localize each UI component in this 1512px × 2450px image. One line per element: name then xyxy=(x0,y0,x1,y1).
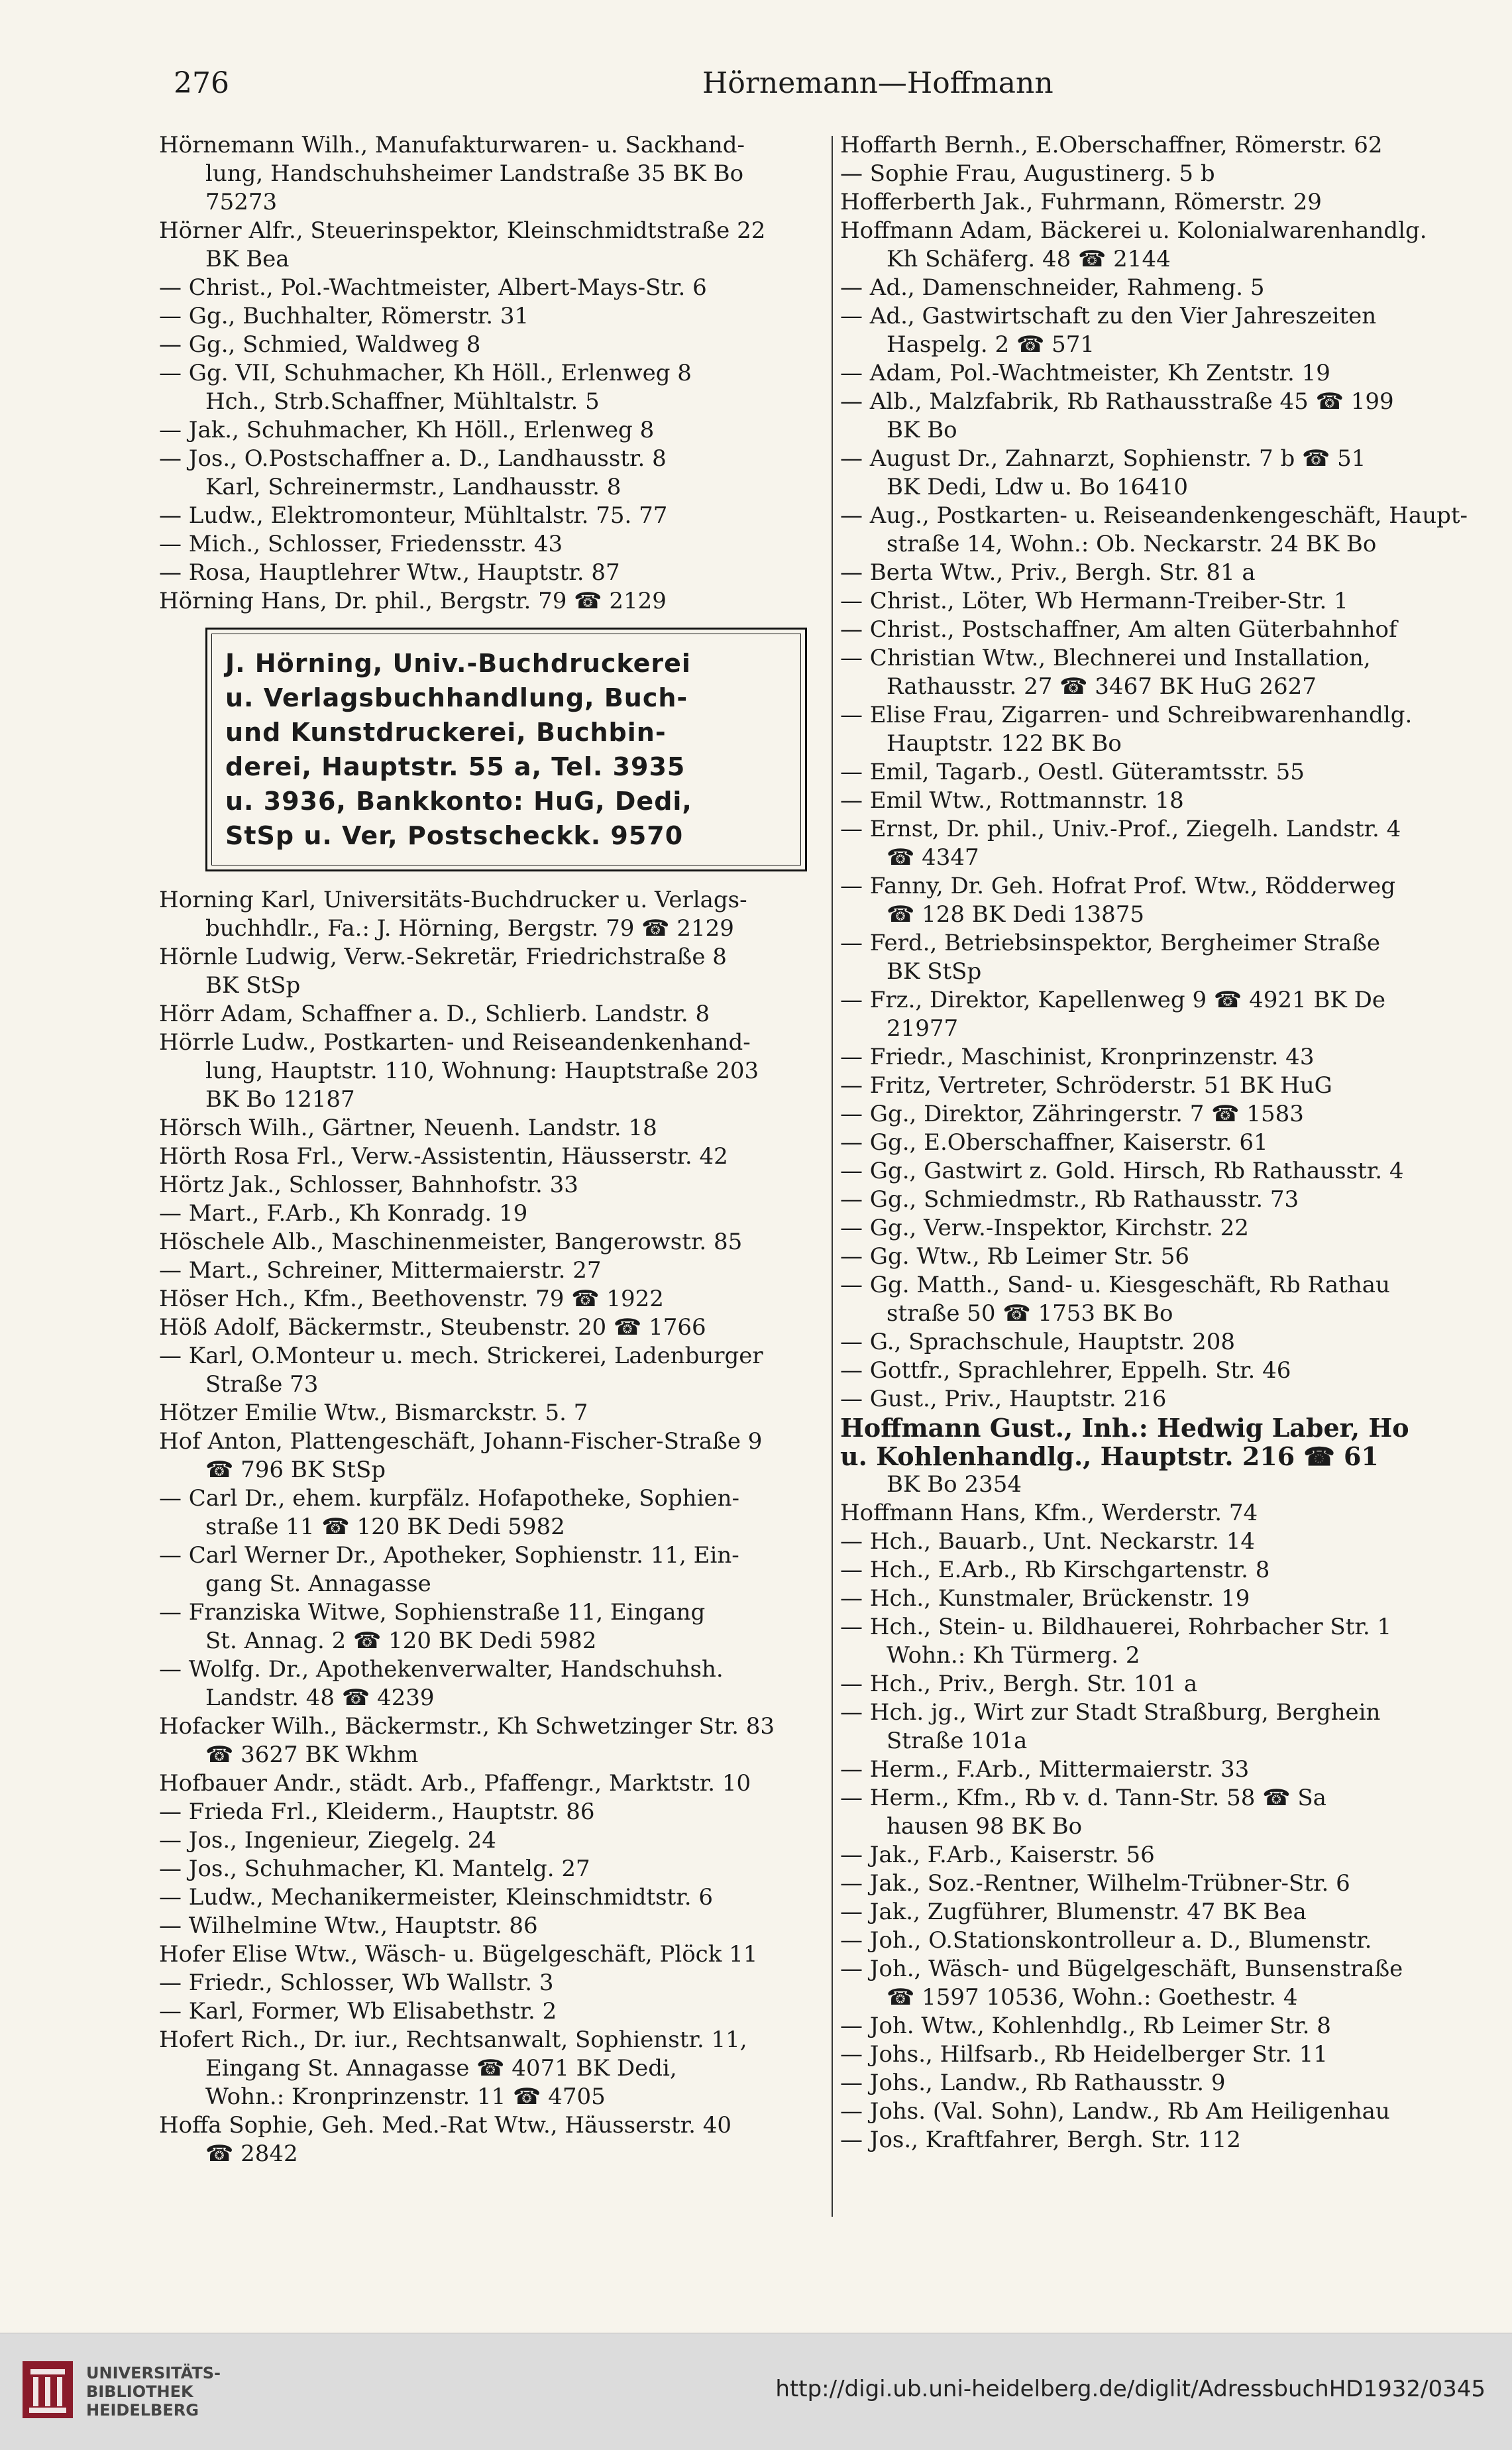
right-entries xyxy=(840,131,1496,1414)
directory-entry: — Ludw., Mechanikermeister, Kleinschmidtstr. 6 xyxy=(159,1884,714,1911)
directory-entry: lung, Handschuhsheimer Landstraße 35 BK Bo xyxy=(205,160,744,187)
directory-entry: — Carl Dr., ehem. kurpfälz. Hofapotheke, Sophien- xyxy=(159,1485,740,1512)
directory-entry: — Emil, Tagarb., Oestl. Güteramtsstr. 55 xyxy=(840,759,1305,785)
left-column xyxy=(159,131,822,2168)
directory-entry: — Hch., Priv., Bergh. Str. 101 a xyxy=(840,1671,1198,1697)
directory-entry: — Mart., Schreiner, Mittermaierstr. 27 xyxy=(159,1257,602,1284)
directory-entry: BK Bo 12187 xyxy=(205,1086,355,1113)
directory-entry: Hörtz Jak., Schlosser, Bahnhofstr. 33 xyxy=(159,1172,578,1198)
directory-entry: — Adam, Pol.-Wachtmeister, Kh Zentstr. 19 xyxy=(840,360,1330,386)
directory-entry: — Gottfr., Sprachlehrer, Eppelh. Str. 46 xyxy=(840,1357,1291,1384)
directory-entry: — Jos., Schuhmacher, Kl. Mantelg. 27 xyxy=(159,1856,590,1882)
directory-entry: Karl, Schreinermstr., Landhausstr. 8 xyxy=(205,474,621,500)
advertisement-text xyxy=(211,634,801,865)
directory-entry: — Karl, O.Monteur u. mech. Strickerei, Ladenburger xyxy=(159,1343,763,1369)
directory-entry: — Mich., Schlosser, Friedensstr. 43 xyxy=(159,531,563,557)
directory-entry: — Gg., Schmied, Waldweg 8 xyxy=(159,331,481,358)
directory-entry: — Sophie Frau, Augustinerg. 5 b xyxy=(840,160,1215,187)
directory-entry: Rathausstr. 27 ☎ 3467 BK HuG 2627 xyxy=(887,673,1317,700)
directory-entry: Hörning Hans, Dr. phil., Bergstr. 79 ☎ 2129 xyxy=(159,588,667,614)
directory-entry: — Hch., Stein- u. Bildhauerei, Rohrbacher Str. 1 xyxy=(840,1614,1392,1640)
printer-advertisement xyxy=(205,628,807,871)
directory-entry: lung, Hauptstr. 110, Wohnung: Hauptstraße 203 xyxy=(205,1058,759,1084)
directory-entry: Hofacker Wilh., Bäckermstr., Kh Schwetzinger Str. 83 xyxy=(159,1713,775,1740)
page-number: 276 xyxy=(174,66,229,100)
advertisement-line: J. Hörning, Univ.-Buchdruckerei xyxy=(225,649,691,678)
footer-bar xyxy=(0,2333,1512,2450)
directory-entry: Hoffmann Adam, Bäckerei u. Kolonialwarenhandlg. xyxy=(840,217,1427,244)
directory-entry: — Jos., O.Postschaffner a. D., Landhausstr. 8 xyxy=(159,445,667,472)
directory-entry: — Gust., Priv., Hauptstr. 216 xyxy=(840,1386,1167,1412)
directory-entry: — Jak., F.Arb., Kaiserstr. 56 xyxy=(840,1842,1155,1868)
directory-entry: Hoffa Sophie, Geh. Med.-Rat Wtw., Häusserstr. 40 xyxy=(159,2112,731,2139)
directory-entry: — Christ., Pol.-Wachtmeister, Albert-Mays-Str. 6 xyxy=(159,274,707,301)
directory-entry: Hofferberth Jak., Fuhrmann, Römerstr. 29 xyxy=(840,189,1322,215)
directory-entry: buchhdlr., Fa.: J. Hörning, Bergstr. 79 ☎ 2129 xyxy=(205,915,734,942)
directory-entry: Hch., Strb.Schaffner, Mühltalstr. 5 xyxy=(205,388,600,415)
directory-entry: ☎ 4347 xyxy=(887,844,979,871)
directory-entry: — Ernst, Dr. phil., Univ.-Prof., Ziegelh. Landstr. 4 xyxy=(840,816,1401,842)
directory-entry: — Friedr., Schlosser, Wb Wallstr. 3 xyxy=(159,1970,554,1996)
directory-entry: Eingang St. Annagasse ☎ 4071 BK Dedi, xyxy=(205,2055,677,2082)
directory-entry: — Herm., F.Arb., Mittermaierstr. 33 xyxy=(840,1756,1250,1783)
directory-entry: — Aug., Postkarten- u. Reiseandenkengeschäft, Haupt- xyxy=(840,502,1468,529)
directory-entry: Straße 101a xyxy=(887,1728,1028,1754)
directory-entry: — Gg. Matth., Sand- u. Kiesgeschäft, Rb Rathau xyxy=(840,1272,1390,1298)
directory-entry: — Ad., Damenschneider, Rahmeng. 5 xyxy=(840,274,1265,301)
advertisement-line: und Kunstdruckerei, Buchbin- xyxy=(225,718,667,747)
directory-entry: Hofbauer Andr., städt. Arb., Pfaffengr., Marktstr. 10 xyxy=(159,1770,751,1797)
directory-entry: straße 14, Wohn.: Ob. Neckarstr. 24 BK Bo xyxy=(887,531,1377,557)
directory-entry: — Joh., O.Stationskontrolleur a. D., Blumenstr. xyxy=(840,1927,1372,1954)
directory-entry: — G., Sprachschule, Hauptstr. 208 xyxy=(840,1329,1235,1355)
right-column xyxy=(840,131,1496,2154)
directory-entry: — Berta Wtw., Priv., Bergh. Str. 81 a xyxy=(840,559,1256,586)
directory-entry: — Jos., Kraftfahrer, Bergh. Str. 112 xyxy=(840,2127,1241,2153)
directory-entry: — Ferd., Betriebsinspektor, Bergheimer Straße xyxy=(840,930,1381,956)
directory-entry: ☎ 128 BK Dedi 13875 xyxy=(887,901,1145,928)
directory-entry: Kh Schäferg. 48 ☎ 2144 xyxy=(887,246,1171,272)
directory-entry: Straße 73 xyxy=(205,1371,319,1398)
directory-entry: Hauptstr. 122 BK Bo xyxy=(887,730,1122,757)
advertisement-line: StSp u. Ver, Postscheckk. 9570 xyxy=(225,821,684,850)
directory-entry: — Rosa, Hauptlehrer Wtw., Hauptstr. 87 xyxy=(159,559,620,586)
directory-entry: — Mart., F.Arb., Kh Konradg. 19 xyxy=(159,1200,528,1227)
directory-entry: Landstr. 48 ☎ 4239 xyxy=(205,1685,435,1711)
directory-entry: — Hch. jg., Wirt zur Stadt Straßburg, Berghein xyxy=(840,1699,1381,1726)
source-url-link[interactable]: http://digi.ub.uni-heidelberg.de/diglit/AdressbuchHD1932/0345 xyxy=(775,2376,1485,2402)
left-entries xyxy=(159,131,822,616)
directory-entry: — Franziska Witwe, Sophienstraße 11, Eingang xyxy=(159,1599,706,1626)
directory-entry: hausen 98 BK Bo xyxy=(887,1813,1083,1840)
directory-entry: ☎ 796 BK StSp xyxy=(205,1457,386,1483)
directory-entry: Höß Adolf, Bäckermstr., Steubenstr. 20 ☎ 1766 xyxy=(159,1314,706,1341)
directory-entry: Hörner Alfr., Steuerinspektor, Kleinschmidtstraße 22 xyxy=(159,217,766,244)
directory-entry: — Jak., Zugführer, Blumenstr. 47 BK Bea xyxy=(840,1899,1307,1925)
advertisement-line: derei, Hauptstr. 55 a, Tel. 3935 xyxy=(225,752,686,781)
directory-entry: — August Dr., Zahnarzt, Sophienstr. 7 b ☎ 51 xyxy=(840,445,1366,472)
advertisement-line: u. Verlagsbuchhandlung, Buch- xyxy=(225,683,688,712)
directory-entry: Hörnle Ludwig, Verw.-Sekretär, Friedrichstraße 8 xyxy=(159,944,727,970)
directory-entry: — Hch., Kunstmaler, Brückenstr. 19 xyxy=(840,1585,1250,1612)
directory-entry: BK StSp xyxy=(205,972,301,999)
directory-entry: St. Annag. 2 ☎ 120 BK Dedi 5982 xyxy=(205,1628,597,1654)
directory-entry: Hof Anton, Plattengeschäft, Johann-Fischer-Straße 9 xyxy=(159,1428,763,1455)
directory-entry: Hörsch Wilh., Gärtner, Neuenh. Landstr. 18 xyxy=(159,1115,657,1141)
directory-entry: 75273 xyxy=(205,189,278,215)
directory-entry: — Johs., Hilfsarb., Rb Heidelberger Str. 11 xyxy=(840,2041,1328,2068)
directory-entry: — Gg. VII, Schuhmacher, Kh Höll., Erlenweg 8 xyxy=(159,360,692,386)
library-name: UNIVERSITÄTS- BIBLIOTHEK HEIDELBERG xyxy=(86,2364,221,2420)
directory-entry: ☎ 2842 xyxy=(205,2141,298,2167)
directory-entry: Hofert Rich., Dr. iur., Rechtsanwalt, Sophienstr. 11, xyxy=(159,2027,747,2053)
directory-entry: — Gg., Gastwirt z. Gold. Hirsch, Rb Rathausstr. 4 xyxy=(840,1158,1404,1184)
directory-entry: straße 11 ☎ 120 BK Dedi 5982 xyxy=(205,1514,565,1540)
directory-entry: — Ad., Gastwirtschaft zu den Vier Jahreszeiten xyxy=(840,303,1377,329)
directory-entry: — Gg., Verw.-Inspektor, Kirchstr. 22 xyxy=(840,1215,1249,1241)
directory-entry: Wohn.: Kronprinzenstr. 11 ☎ 4705 xyxy=(205,2084,606,2110)
directory-entry: — Karl, Former, Wb Elisabethstr. 2 xyxy=(159,1998,557,2025)
directory-entry: — Christian Wtw., Blechnerei und Installation, xyxy=(840,645,1371,671)
directory-entry: — Wilhelmine Wtw., Hauptstr. 86 xyxy=(159,1913,538,1939)
directory-entry: — Ludw., Elektromonteur, Mühltalstr. 75. 77 xyxy=(159,502,668,529)
directory-entry: Höser Hch., Kfm., Beethovenstr. 79 ☎ 1922 xyxy=(159,1286,664,1312)
directory-entry: Hoffmann Gust., Inh.: Hedwig Laber, Ho xyxy=(840,1414,1409,1442)
university-library-logo-icon xyxy=(21,2360,74,2420)
directory-entry: ☎ 3627 BK Wkhm xyxy=(205,1742,419,1768)
directory-entry: — Gg., E.Oberschaffner, Kaiserstr. 61 xyxy=(840,1129,1268,1156)
directory-entry: — Jak., Soz.-Rentner, Wilhelm-Trübner-Str. 6 xyxy=(840,1870,1350,1897)
directory-entry: Haspelg. 2 ☎ 571 xyxy=(887,331,1095,358)
directory-entry: — Friedr., Maschinist, Kronprinzenstr. 43 xyxy=(840,1044,1315,1070)
directory-entry: gang St. Annagasse xyxy=(205,1571,431,1597)
directory-entry: Hoffmann Hans, Kfm., Werderstr. 74 xyxy=(840,1500,1258,1526)
directory-entry: — Joh. Wtw., Kohlenhdlg., Rb Leimer Str. 8 xyxy=(840,2013,1331,2039)
directory-entry: — Christ., Postschaffner, Am alten Güterbahnhof xyxy=(840,616,1397,643)
directory-entry: straße 50 ☎ 1753 BK Bo xyxy=(887,1300,1173,1327)
left-entries-continued xyxy=(159,886,822,2168)
directory-entry: Horning Karl, Universitäts-Buchdrucker u. Verlags- xyxy=(159,887,747,913)
directory-entry: — Johs., Landw., Rb Rathausstr. 9 xyxy=(840,2070,1226,2096)
directory-entry: BK Bo 2354 xyxy=(887,1471,1022,1498)
directory-entry: — Elise Frau, Zigarren- und Schreibwarenhandlg. xyxy=(840,702,1413,728)
directory-entry: — Jak., Schuhmacher, Kh Höll., Erlenweg 8 xyxy=(159,417,655,443)
directory-entry: — Gg., Buchhalter, Römerstr. 31 xyxy=(159,303,529,329)
column-divider xyxy=(832,136,833,2217)
directory-entry: — Wolfg. Dr., Apothekenverwalter, Handschuhsh. xyxy=(159,1656,724,1683)
directory-entry: — Herm., Kfm., Rb v. d. Tann-Str. 58 ☎ Sa xyxy=(840,1785,1326,1811)
directory-entry: Höschele Alb., Maschinenmeister, Bangerowstr. 85 xyxy=(159,1229,743,1255)
directory-entry: Hörth Rosa Frl., Verw.-Assistentin, Häusserstr. 42 xyxy=(159,1143,728,1170)
directory-entry: BK Dedi, Ldw u. Bo 16410 xyxy=(887,474,1189,500)
directory-entry: Hofer Elise Wtw., Wäsch- u. Bügelgeschäft, Plöck 11 xyxy=(159,1941,758,1968)
directory-entry: u. Kohlenhandlg., Hauptstr. 216 ☎ 61 xyxy=(840,1442,1379,1471)
directory-entry: Hörr Adam, Schaffner a. D., Schlierb. Landstr. 8 xyxy=(159,1001,710,1027)
directory-entry: — Johs. (Val. Sohn), Landw., Rb Am Heiligenhau xyxy=(840,2098,1390,2125)
directory-entry: — Fritz, Vertreter, Schröderstr. 51 BK HuG xyxy=(840,1072,1332,1099)
directory-entry: — Gg., Direktor, Zähringerstr. 7 ☎ 1583 xyxy=(840,1101,1304,1127)
advertisement-line: u. 3936, Bankkonto: HuG, Dedi, xyxy=(225,787,692,816)
directory-entry: Hötzer Emilie Wtw., Bismarckstr. 5. 7 xyxy=(159,1400,588,1426)
directory-entry: BK Bea xyxy=(205,246,290,272)
directory-entry: — Gg. Wtw., Rb Leimer Str. 56 xyxy=(840,1243,1189,1270)
directory-entry: 21977 xyxy=(887,1015,959,1042)
right-entries-continued xyxy=(840,1471,1496,2154)
directory-entry: — Emil Wtw., Rottmannstr. 18 xyxy=(840,787,1184,814)
directory-entry: Wohn.: Kh Türmerg. 2 xyxy=(887,1642,1140,1669)
directory-entry: ☎ 1597 10536, Wohn.: Goethestr. 4 xyxy=(887,1984,1298,2011)
running-head: Hörnemann—Hoffmann xyxy=(702,66,1053,100)
directory-entry: Hörnemann Wilh., Manufakturwaren- u. Sackhand- xyxy=(159,132,745,158)
directory-entry: BK Bo xyxy=(887,417,957,443)
directory-entry: — Carl Werner Dr., Apotheker, Sophienstr. 11, Ein- xyxy=(159,1542,739,1569)
directory-entry: Hoffarth Bernh., E.Oberschaffner, Römerstr. 62 xyxy=(840,132,1383,158)
directory-entry: BK StSp xyxy=(887,958,982,985)
directory-entry: — Gg., Schmiedmstr., Rb Rathausstr. 73 xyxy=(840,1186,1299,1213)
directory-entry: Hörrle Ludw., Postkarten- und Reiseandenkenhand- xyxy=(159,1029,751,1056)
directory-entry: — Joh., Wäsch- und Bügelgeschäft, Bunsenstraße xyxy=(840,1956,1403,1982)
directory-entry: — Alb., Malzfabrik, Rb Rathausstraße 45 ☎ 199 xyxy=(840,388,1394,415)
right-bold-entry xyxy=(840,1414,1496,1471)
directory-entry: — Jos., Ingenieur, Ziegelg. 24 xyxy=(159,1827,496,1854)
directory-entry: — Hch., Bauarb., Unt. Neckarstr. 14 xyxy=(840,1528,1256,1555)
directory-entry: — Frz., Direktor, Kapellenweg 9 ☎ 4921 BK De xyxy=(840,987,1385,1013)
directory-entry: — Frieda Frl., Kleiderm., Hauptstr. 86 xyxy=(159,1799,595,1825)
directory-entry: — Christ., Löter, Wb Hermann-Treiber-Str. 1 xyxy=(840,588,1348,614)
directory-entry: — Hch., E.Arb., Rb Kirschgartenstr. 8 xyxy=(840,1557,1270,1583)
directory-entry: — Fanny, Dr. Geh. Hofrat Prof. Wtw., Rödderweg xyxy=(840,873,1395,899)
